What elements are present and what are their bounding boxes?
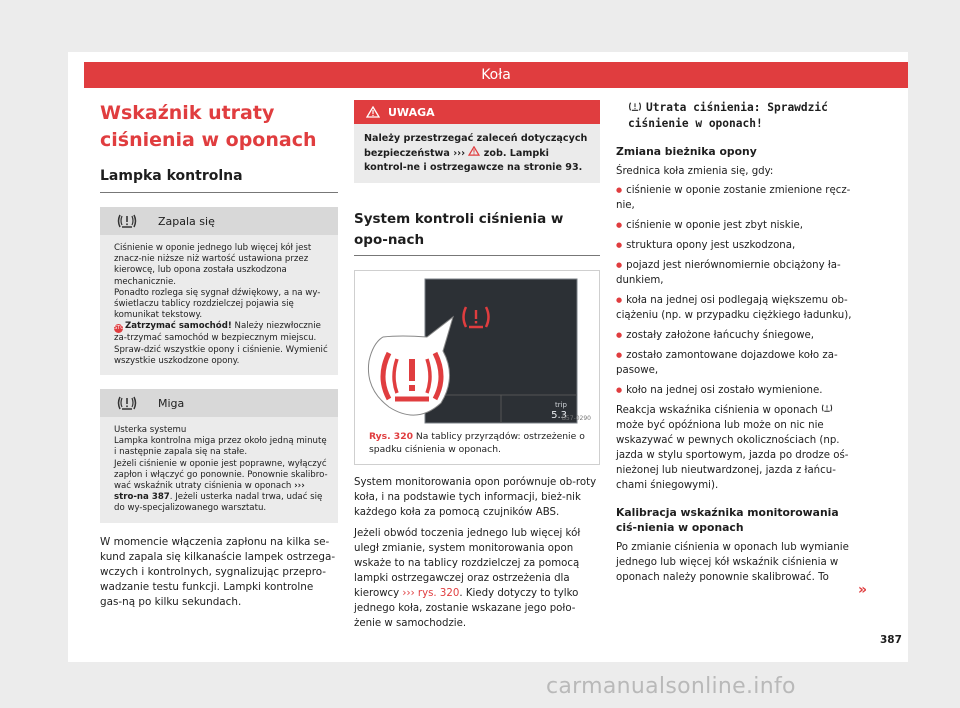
tread-change-heading: Zmiana bieżnika opony: [616, 145, 757, 158]
continue-marker: »: [858, 582, 868, 598]
figure-ref-link[interactable]: ››› rys. 320: [402, 588, 460, 599]
page-ref-link[interactable]: ››› stro-na 387: [114, 481, 305, 503]
caption-text: Na tablicy przyrządów: ostrzeżenie o spadku ciśnienia w oponach.: [369, 431, 585, 455]
instrument-cluster-graphic: [361, 277, 593, 425]
warning-body: [354, 124, 600, 183]
section-title: Wskaźnik utraty ciśnienia w oponach: [100, 102, 317, 151]
warning-triangle-icon: [468, 146, 480, 156]
lamp-blink-header: [100, 389, 338, 417]
stop-bold: Zatrzymać samochód!: [125, 321, 232, 332]
warning-triangle-icon: [366, 106, 380, 118]
lamp-on-header: [100, 207, 338, 235]
lamp-on-text-2: Ponadto rozlega się sygnał dźwiękowy, a na wy-świetlaczu tablicy rozdzielczej pojawia się komunikat tekstowy.: [114, 287, 321, 321]
tpms-paragraph-2: [354, 526, 600, 631]
warning-ref[interactable]: ›››: [453, 148, 466, 159]
figure-caption: [361, 431, 593, 456]
chapter-header: Koła: [84, 62, 908, 88]
ignition-paragraph: W momencie włączenia zapłonu na kilka se-kund zapala się kilkanaście lampek ostrzega-wczych i kontrolnych, sygnalizując przepro-wadzanie testu funkcji. Lampki kontrolne gas-ną po kilku sekundach.: [100, 535, 336, 608]
list-item: ● zostały założone łańcuchy śniegowe,: [616, 328, 862, 343]
tpms-section-title: System kontroli ciśnienia w opo-nach: [354, 209, 600, 256]
lamp-on-box: [100, 207, 338, 375]
tire-pressure-icon: [116, 395, 138, 411]
warning-box: [354, 100, 600, 183]
figure-code: B57-0290: [561, 415, 591, 422]
lamp-blink-text-3a: Jeżeli ciśnienie w oponie jest poprawne, wyłączyć zapłon i włączyć go ponownie. Ponownie skalibro-wać wskaźnik utraty ciśnienia w oponach: [114, 458, 328, 492]
tire-pressure-icon: [628, 101, 642, 112]
calibration-heading: Kalibracja wskaźnika monitorowania ciś-nienia w oponach: [616, 506, 839, 534]
list-item: ● koła na jednej osi podlegają większemu ob-ciążeniu (np. w przypadku ciężkiego ładunku),: [616, 293, 862, 323]
tire-pressure-icon: [116, 213, 138, 229]
list-item: ● koło na jednej osi zostało wymienione.: [616, 383, 862, 398]
lamp-blink-label: Miga: [158, 396, 185, 410]
trip-value: 5.3: [551, 410, 567, 421]
display-message-line-1: Utrata ciśnienia: Sprawdzić: [646, 101, 828, 114]
caption-number: Rys. 320: [369, 431, 413, 442]
stop-icon: STOP: [114, 325, 128, 332]
lamp-blink-text-3: [114, 459, 330, 515]
list-item: ● ciśnienie w oponie zostanie zmienione ręcz-nie,: [616, 183, 862, 213]
lamp-blink-text-2: Lampka kontrolna miga przez około jedną minutę i następnie zapala się na stałe.: [114, 436, 327, 458]
trip-label: trip: [554, 401, 567, 409]
lamp-on-body: [100, 235, 338, 375]
lamp-blink-body: [100, 417, 338, 523]
reaction-text-a: Reakcja wskaźnika ciśnienia w oponach: [616, 405, 818, 416]
lamp-on-label: Zapala się: [158, 214, 215, 228]
watermark: carmanualsonline.info: [546, 674, 796, 699]
tread-change-intro: Średnica koła zmienia się, gdy:: [616, 166, 774, 177]
tpms-paragraph-2b: . Kiedy dotyczy to tylko jednego koła, zostanie wskazane jego poło-żenie w samochodzie.: [354, 588, 579, 629]
tire-pressure-icon: [821, 403, 833, 413]
list-item: ● pojazd jest nierównomiernie obciążony ła-dunkiem,: [616, 258, 862, 288]
lamp-on-text-1: Ciśnienie w oponie jednego lub więcej kół jest znacz-nie niższe niż wartość ustawiona przez kierowcę, lub opona została uszkodzona mechanicznie.: [114, 243, 312, 287]
column-left: [100, 100, 338, 610]
lamp-blink-text-1: Usterka systemu: [114, 425, 187, 436]
display-message: [616, 100, 862, 132]
tpms-paragraph-2a: Jeżeli obwód toczenia jednego lub więcej kół uległ zmianie, system monitorowania opon wskaże to na tablicy rozdzielczej za pomocą lampki ostrzegawczej oraz ostrzeżenia dla kierowcy: [354, 528, 581, 599]
warning-label: UWAGA: [388, 105, 435, 119]
column-middle: [354, 100, 600, 631]
subsection-title: Lampka kontrolna: [100, 168, 338, 193]
warning-text-2: zob. Lampki kontrol-ne i ostrzegawcze na stronie 93.: [364, 148, 583, 173]
column-right: [616, 100, 862, 585]
display-message-line-2: ciśnienie w oponach!: [628, 117, 763, 130]
warning-text: Należy przestrzegać zaleceń dotyczących bezpieczeństwa: [364, 133, 588, 159]
page-number: 387: [880, 634, 902, 646]
dashboard-illustration: [361, 277, 593, 425]
list-item: ● zostało zamontowane dojazdowe koło za-pasowe,: [616, 348, 862, 378]
lamp-blink-text-4: . Jeżeli usterka nadal trwa, udać się do wy-specjalizowanego warsztatu.: [114, 492, 323, 514]
lamp-blink-box: [100, 389, 338, 523]
reaction-paragraph: [616, 403, 862, 493]
warning-header: [354, 100, 600, 124]
calibration-paragraph: Po zmianie ciśnienia w oponach lub wymianie jednego lub więcej kół wskaźnik ciśnienia w oponach należy ponownie skalibrować. To: [616, 542, 849, 583]
tpms-paragraph-1: System monitorowania opon porównuje ob-roty koła, i na podstawie tych informacji, bież-nik każdego koła za pomocą czujników ABS.: [354, 477, 597, 518]
figure-320: [354, 270, 600, 465]
stop-text: Należy niezwłocznie za-trzymać samochód w bezpiecznym miejscu. Spraw-dzić wszystkie opony i ciśnienie. Wymienić wszystkie uszkodzone opony.: [114, 321, 328, 366]
causes-list: [616, 183, 862, 398]
list-item: ● ciśnienie w oponie jest zbyt niskie,: [616, 218, 862, 233]
reaction-text-b: może być opóźniona lub może on nic nie wskazywać w pewnych okolicznościach (np. jazda w stylu sportowym, jazda po drodze oś-nieżonej lub nieutwardzonej, jazda z łańcu-chami śniegowymi).: [616, 420, 849, 491]
lamp-on-stop-paragraph: [114, 321, 330, 367]
list-item: ● struktura opony jest uszkodzona,: [616, 238, 862, 253]
